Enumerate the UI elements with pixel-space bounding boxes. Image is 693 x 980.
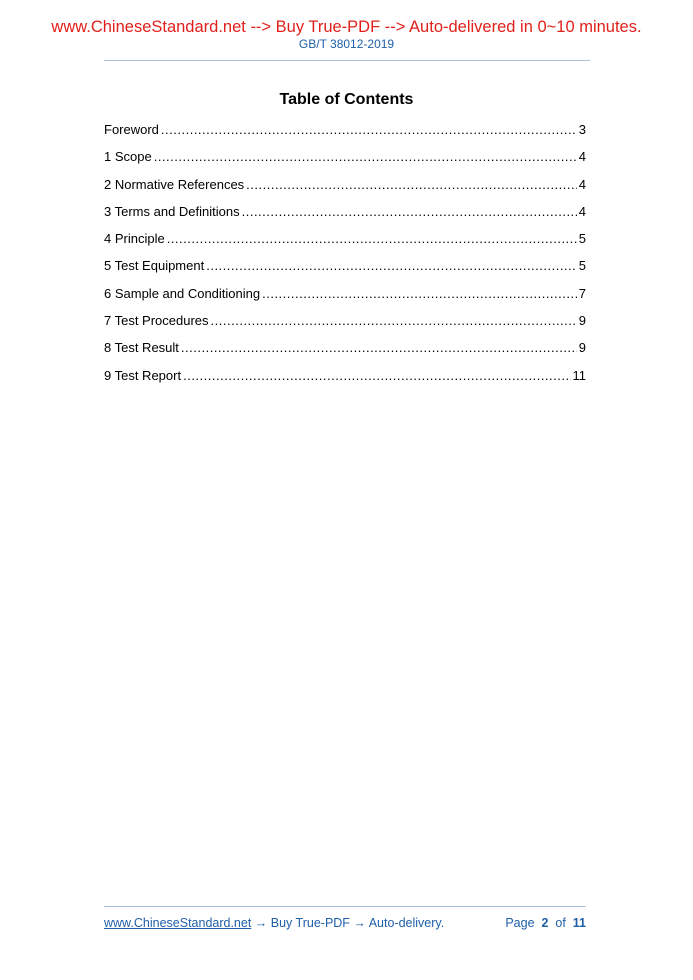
footer-tagline: → Buy True-PDF → Auto-delivery. bbox=[251, 916, 445, 930]
toc-leader-dots bbox=[246, 177, 577, 192]
toc-leader-dots bbox=[167, 231, 577, 246]
toc-entry-page: 5 bbox=[578, 258, 586, 274]
toc-entry-label: 6 Sample and Conditioning bbox=[104, 285, 261, 301]
toc-leader-dots bbox=[211, 313, 577, 328]
toc-entry-page: 4 bbox=[578, 176, 586, 192]
toc-entry-page: 9 bbox=[578, 340, 586, 356]
toc-entry-label: 9 Test Report bbox=[104, 367, 182, 383]
header-banner: www.ChineseStandard.net --> Buy True-PDF --> Auto-delivered in 0~10 minutes. bbox=[51, 18, 642, 36]
toc-entry-label: 4 Principle bbox=[104, 231, 165, 247]
total-pages-number: 11 bbox=[572, 916, 586, 930]
toc-entry-terms-and-definitions[interactable] bbox=[104, 204, 586, 231]
page-footer bbox=[104, 916, 586, 930]
footer-website-link[interactable]: www.ChineseStandard.net bbox=[104, 916, 252, 930]
toc-entry-label: 7 Test Procedures bbox=[104, 313, 209, 329]
toc-entry-page: 9 bbox=[578, 313, 586, 329]
toc-entry-label: 1 Scope bbox=[104, 149, 152, 165]
toc-entry-test-procedures[interactable] bbox=[104, 313, 586, 340]
toc-entry-foreword[interactable] bbox=[104, 122, 586, 149]
toc-leader-dots bbox=[161, 122, 577, 137]
toc-leader-dots bbox=[206, 258, 577, 273]
toc-leader-dots bbox=[183, 368, 570, 383]
toc-entry-page: 4 bbox=[578, 203, 586, 219]
toc-entry-label: 5 Test Equipment bbox=[104, 258, 205, 274]
toc-leader-dots bbox=[154, 149, 577, 164]
header-divider bbox=[104, 60, 590, 61]
toc-entry-page: 4 bbox=[578, 149, 586, 165]
toc-leader-dots bbox=[181, 340, 577, 355]
toc-entry-principle[interactable] bbox=[104, 231, 586, 258]
document-id: GB/T 38012-2019 bbox=[298, 37, 395, 51]
toc-entry-test-result[interactable] bbox=[104, 340, 586, 367]
toc-entry-label: 2 Normative References bbox=[104, 176, 245, 192]
toc-title: Table of Contents bbox=[279, 91, 414, 108]
footer-left bbox=[104, 916, 444, 930]
toc-entry-normative-references[interactable] bbox=[104, 177, 586, 204]
table-of-contents bbox=[104, 122, 586, 395]
toc-entry-page: 3 bbox=[578, 122, 586, 137]
page-indicator bbox=[505, 916, 586, 930]
toc-entry-page: 7 bbox=[578, 285, 586, 301]
toc-entry-label: Foreword bbox=[104, 122, 159, 137]
toc-entry-test-equipment[interactable] bbox=[104, 258, 586, 285]
of-word: of bbox=[555, 916, 566, 930]
toc-entry-scope[interactable] bbox=[104, 149, 586, 176]
current-page-number: 2 bbox=[541, 916, 549, 930]
toc-leader-dots bbox=[242, 204, 577, 219]
toc-entry-sample-and-conditioning[interactable] bbox=[104, 286, 586, 313]
toc-entry-test-report[interactable] bbox=[104, 368, 586, 395]
toc-entry-label: 8 Test Result bbox=[104, 340, 179, 356]
toc-entry-page: 11 bbox=[572, 367, 586, 383]
footer-divider bbox=[104, 906, 586, 907]
toc-entry-page: 5 bbox=[578, 231, 586, 247]
page-word: Page bbox=[505, 916, 535, 930]
toc-entry-label: 3 Terms and Definitions bbox=[104, 203, 240, 219]
toc-leader-dots bbox=[262, 286, 577, 301]
